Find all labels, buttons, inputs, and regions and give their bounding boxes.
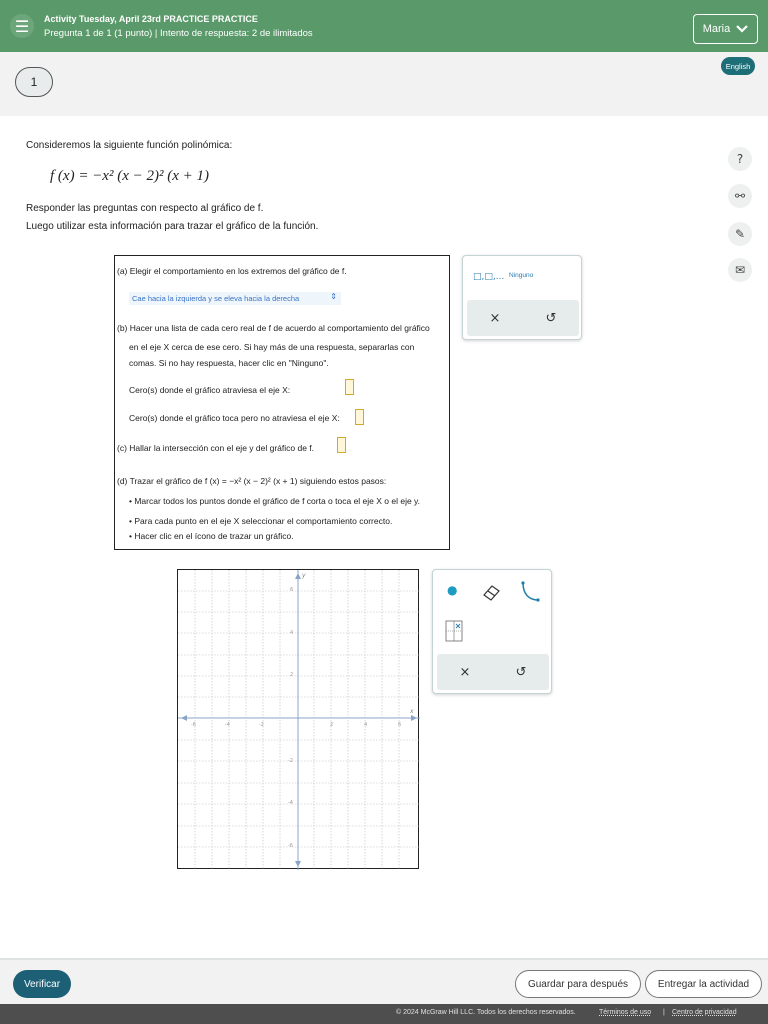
user-name: Maria	[702, 23, 731, 35]
part-b-label: (b) Hacer una lista de cada cero real de f de acuerdo al comportamiento del gráfico	[117, 323, 430, 333]
user-menu-button[interactable]	[693, 14, 758, 44]
eraser-icon[interactable]	[481, 582, 503, 602]
question-info: Pregunta 1 de 1 (1 punto) | Intento de respuesta: 2 de ilimitados	[44, 28, 313, 39]
none-button[interactable]: Ninguno	[509, 272, 534, 279]
glasses-icon[interactable]: ⚯	[728, 184, 752, 208]
activity-title: Activity Tuesday, April 23rd PRACTICE PRACTICE	[44, 14, 258, 24]
instructions-line-1: Responder las preguntas con respecto al gráfico de f.	[26, 203, 264, 214]
x-tick: 6	[398, 722, 402, 728]
list-template-button[interactable]: □,□,...	[473, 272, 505, 282]
language-button[interactable]: English	[721, 57, 755, 75]
cross-zeros-input[interactable]	[345, 379, 354, 395]
save-for-later-button[interactable]: Guardar para después	[515, 970, 641, 998]
touch-zeros-input[interactable]	[355, 409, 364, 425]
copyright-text: © 2024 McGraw Hill LLC. Todos los derechos reservados.	[396, 1009, 576, 1016]
top-bar	[0, 0, 768, 52]
y-tick: -2	[288, 758, 293, 764]
part-d-label: (d) Trazar el gráfico de f (x) = −x² (x − 2)² (x + 1) siguiendo estos pasos:	[117, 476, 387, 486]
x-tick: -4	[225, 722, 230, 728]
point-tool-icon[interactable]: ●	[447, 583, 458, 597]
y-tick: -4	[288, 800, 293, 806]
behavior-tool-icon[interactable]	[445, 620, 463, 642]
x-tick: -6	[191, 722, 196, 728]
y-tick: 2	[290, 672, 294, 678]
function-formula: f (x) = −x² (x − 2)² (x + 1)	[50, 168, 210, 184]
part-d-bullet-1: • Marcar todos los puntos donde el gráfico de f corta o toca el eje X o el eje y.	[129, 496, 421, 506]
chevron-down-icon	[736, 25, 748, 33]
help-icon[interactable]: ?	[728, 147, 752, 171]
clear-icon[interactable]: ×	[489, 310, 501, 326]
footer-divider: |	[663, 1009, 665, 1016]
bottom-action-bar	[0, 958, 768, 1004]
clear-graph-icon[interactable]: ×	[459, 664, 471, 680]
question-parts-box	[114, 255, 450, 550]
answer-pad	[462, 255, 582, 340]
part-d-bullet-2: • Para cada punto en el eje X seleccionar el comportamiento correcto.	[129, 516, 393, 526]
part-b-line-3: comas. Si no hay respuesta, hacer clic en "Ninguno".	[129, 358, 329, 368]
graph-grid	[178, 570, 420, 870]
x-tick: 2	[330, 722, 334, 728]
submit-activity-button[interactable]: Entregar la actividad	[645, 970, 762, 998]
cross-zeros-label: Cero(s) donde el gráfico atraviesa el eje X:	[129, 385, 291, 395]
y-intercept-input[interactable]	[337, 437, 346, 453]
y-tick: 6	[290, 587, 294, 593]
graph-tools-pad	[432, 569, 552, 694]
instructions-line-2: Luego utilizar esta información para trazar el gráfico de la función.	[26, 221, 319, 232]
curve-tool-icon[interactable]	[519, 580, 541, 604]
y-tick: 4	[290, 630, 294, 636]
verify-button[interactable]: Verificar	[13, 970, 71, 998]
x-axis-label: x	[410, 708, 414, 715]
part-c-label: (c) Hallar la intersección con el eje y del gráfico de f.	[117, 443, 315, 453]
graph-tools-footer	[437, 654, 549, 690]
terms-link[interactable]: Términos de uso	[599, 1009, 652, 1016]
notes-icon[interactable]: ✎	[728, 222, 752, 246]
graph-canvas[interactable]	[177, 569, 419, 869]
question-number-button[interactable]: 1	[15, 67, 53, 97]
part-d-bullet-3: • Hacer clic en el ícono de trazar un gráfico.	[129, 531, 294, 541]
privacy-link[interactable]: Centro de privacidad	[672, 1009, 737, 1016]
y-tick: -6	[288, 843, 293, 849]
menu-icon[interactable]: ☰	[10, 14, 34, 38]
undo-graph-icon[interactable]: ↺	[515, 664, 527, 680]
dropdown-arrow-icon: ⇕	[330, 292, 337, 301]
dropdown-value: Cae hacia la izquierda y se eleva hacia la derecha	[132, 294, 300, 303]
footer	[0, 1004, 768, 1024]
x-tick: 4	[364, 722, 368, 728]
question-nav-bar	[0, 52, 768, 116]
answer-pad-footer	[467, 300, 579, 336]
part-a-label: (a) Elegir el comportamiento en los extremos del gráfico de f.	[117, 266, 347, 276]
y-axis-label: y	[302, 572, 306, 579]
undo-icon[interactable]: ↺	[545, 310, 557, 326]
x-tick: -2	[259, 722, 264, 728]
end-behavior-dropdown[interactable]	[129, 292, 341, 305]
part-b-line-2: en el eje X cerca de ese cero. Si hay más de una respuesta, separarlas con	[129, 342, 415, 352]
touch-zeros-label: Cero(s) donde el gráfico toca pero no atraviesa el eje X:	[129, 413, 340, 423]
mail-icon[interactable]: ✉	[728, 258, 752, 282]
question-intro: Consideremos la siguiente función polinómica:	[26, 140, 233, 151]
